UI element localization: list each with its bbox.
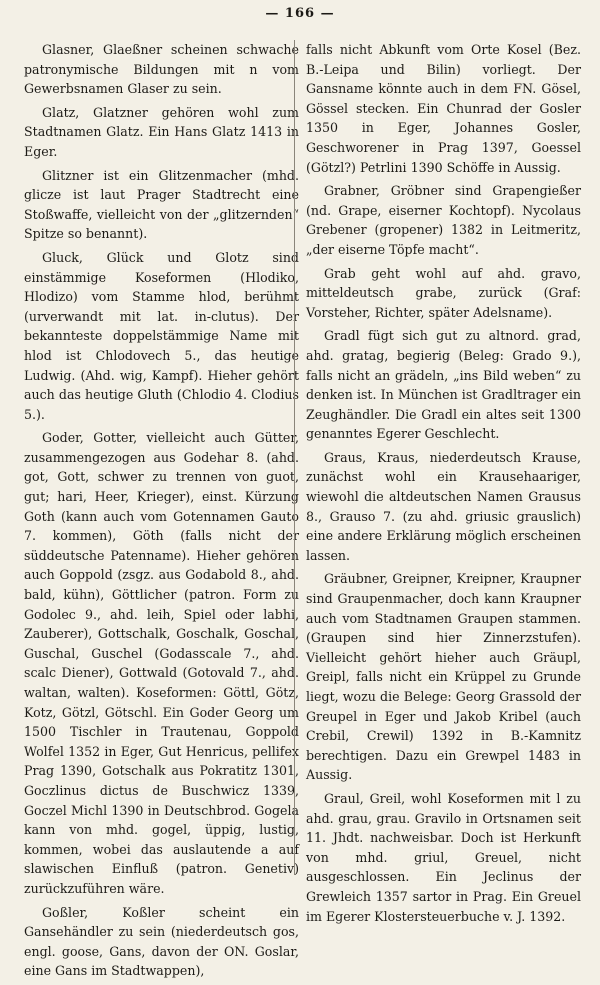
column-divider: [294, 40, 295, 875]
entry-graus: Graus, Kraus, niederdeutsch Krause, zunächst wohl ein Krausehaariger, wiewohl die altdeutschen Namen Grausus 8., Grauso 7. (zu ahd. griusic grauslich) eine andere Erklärung möglich erscheinen lassen.: [306, 449, 581, 563]
entry-gradl: Gradl fügt sich gut zu altnord. grad, ahd. gratag, begierig (Beleg: Grado 9.), falls nicht an grädeln, „ins Bild weben“ zu denken ist. In München ist Gradltrager ein Zeughändler. Die Gradl ein altes seit 1300 genanntes Egerer Geschlecht.: [306, 328, 581, 442]
entry-gluck: Gluck, Glück und Glotz sind einstämmige Koseformen (Hlodiko, Hlodizo) vom Stamme hlod, berühmt (urverwandt mit lat. in-clutus). Der bekannteste doppelstämmige Name mit hlod ist Chlodovech 5., das heutige Ludwig. (Ahd. wig, Kampf). Hieher gehört auch das heutige Gluth (Chlodio 4. Clodius 5.).: [24, 249, 299, 422]
right-column: [306, 40, 581, 930]
entry-grabner: Grabner, Gröbner sind Grapengießer (nd. Grape, eiserner Kochtopf). Nycolaus Grebener (gropener) 1382 in Leitmeritz, „der eiserne Töpfe macht“.: [306, 183, 581, 257]
entry-grab: Grab geht wohl auf ahd. gravo, mitteldeutsch grabe, zurück (Graf: Vorsteher, Richter, später Adelsname).: [306, 265, 581, 320]
entry-glatz: Glatz, Glatzner gehören wohl zum Stadtnamen Glatz. Ein Hans Glatz 1413 in Eger.: [24, 104, 299, 159]
page-number: — 166 —: [265, 6, 335, 21]
entry-gossler-continued: falls nicht Abkunft vom Orte Kosel (Bez. B.-Leipa und Bilin) vorliegt. Der Gansname könnte auch in dem FN. Gösel, Gössel stecken. Ein Chunrad der Gosler 1350 in Eger, Johannes Gosler, Geschworener in Prag 1397, Goessel (Götzl?) Petrlini 1390 Schöffe in Aussig.: [306, 42, 581, 175]
left-column: [24, 40, 299, 985]
entry-glasner: Glasner, Glaeßner scheinen schwache patronymische Bildungen mit n vom Gewerbsnamen Glaser zu sein.: [24, 42, 299, 97]
entry-graul: Graul, Greil, wohl Koseformen mit l zu ahd. grau, grau. Gravilo in Ortsnamen seit 11. Jhdt. nachweisbar. Doch ist Herkunft von mhd. griul, Greuel, nicht ausgeschlossen. Ein Jeclinus der Grewleich 1357 sartor in Prag. Ein Greuel im Egerer Klostersteuerbuche v. J. 1392.: [306, 790, 581, 924]
entry-glitzner: Glitzner ist ein Glitzenmacher (mhd. glicze ist laut Prager Stadtrecht eine Stoßwaffe, vielleicht von der „glitzernden“ Spitze so benannt).: [24, 167, 299, 242]
entry-goder: Goder, Gotter, vielleicht auch Gütter, zusammengezogen aus Godehar 8. (ahd. got, Gott, schwer zu trennen von guot, gut; hari, Heer, Krieger), einst. Kürzung Goth (kann auch vom Gotennamen Gauto 7. kommen), Göth (falls nicht der süddeutsche Patenname). Hieher gehören auch Goppold (zsgz. aus Godabold 8., ahd. bald, kühn), Göttlicher (patron. Form zu Godolec 9., ahd. leih, Spiel oder labhi, Zauberer), Gottschalk, Goschalk, Goschal, Guschal, Guschel (Godasscale 7., ahd. scalc Diener), Gottwald (Gotovald 7., ahd. waltan, walten). Koseformen: Göttl, Götz, Kotz, Götzl, Götschl. Ein Goder Georg um 1500 Tischler in Trautenau, Goppold Wolfel 1352 in Eger, Gut Henricus, pellifex Prag 1390, Gotschalk aus Pokratitz 1301, Goczlinus dictus de Buschwicz 1339, Goczel Michl 1390 in Deutschbrod. Gogela kann von mhd. gogel, üppig, lustig, kommen, wobei das auslautende a auf slawischen Einfluß (patron. Genetiv) zurückzuführen wäre.: [24, 430, 299, 896]
entry-graeubner: Gräubner, Greipner, Kreipner, Kraupner sind Graupenmacher, doch kann Kraupner auch vom Stadtnamen Graupen stammen. (Graupen sind hier Zinnerzstufen). Vielleicht gehört hieher auch Gräupl, Greipl, falls nicht ein Krüppel zu Grunde liegt, wozu die Belege: Georg Grassold der Greupel in Eger und Jakob Kribel (auch Crebil, Crewil) 1392 in B.-Kamnitz berechtigen. Dazu ein Grewpel 1483 in Aussig.: [306, 571, 581, 783]
entry-gossler: Goßler, Koßler scheint ein Gansehändler zu sein (niederdeutsch gos, engl. goose, Gans, davon der ON. Goslar, eine Gans im Stadtwappen),: [24, 904, 299, 979]
